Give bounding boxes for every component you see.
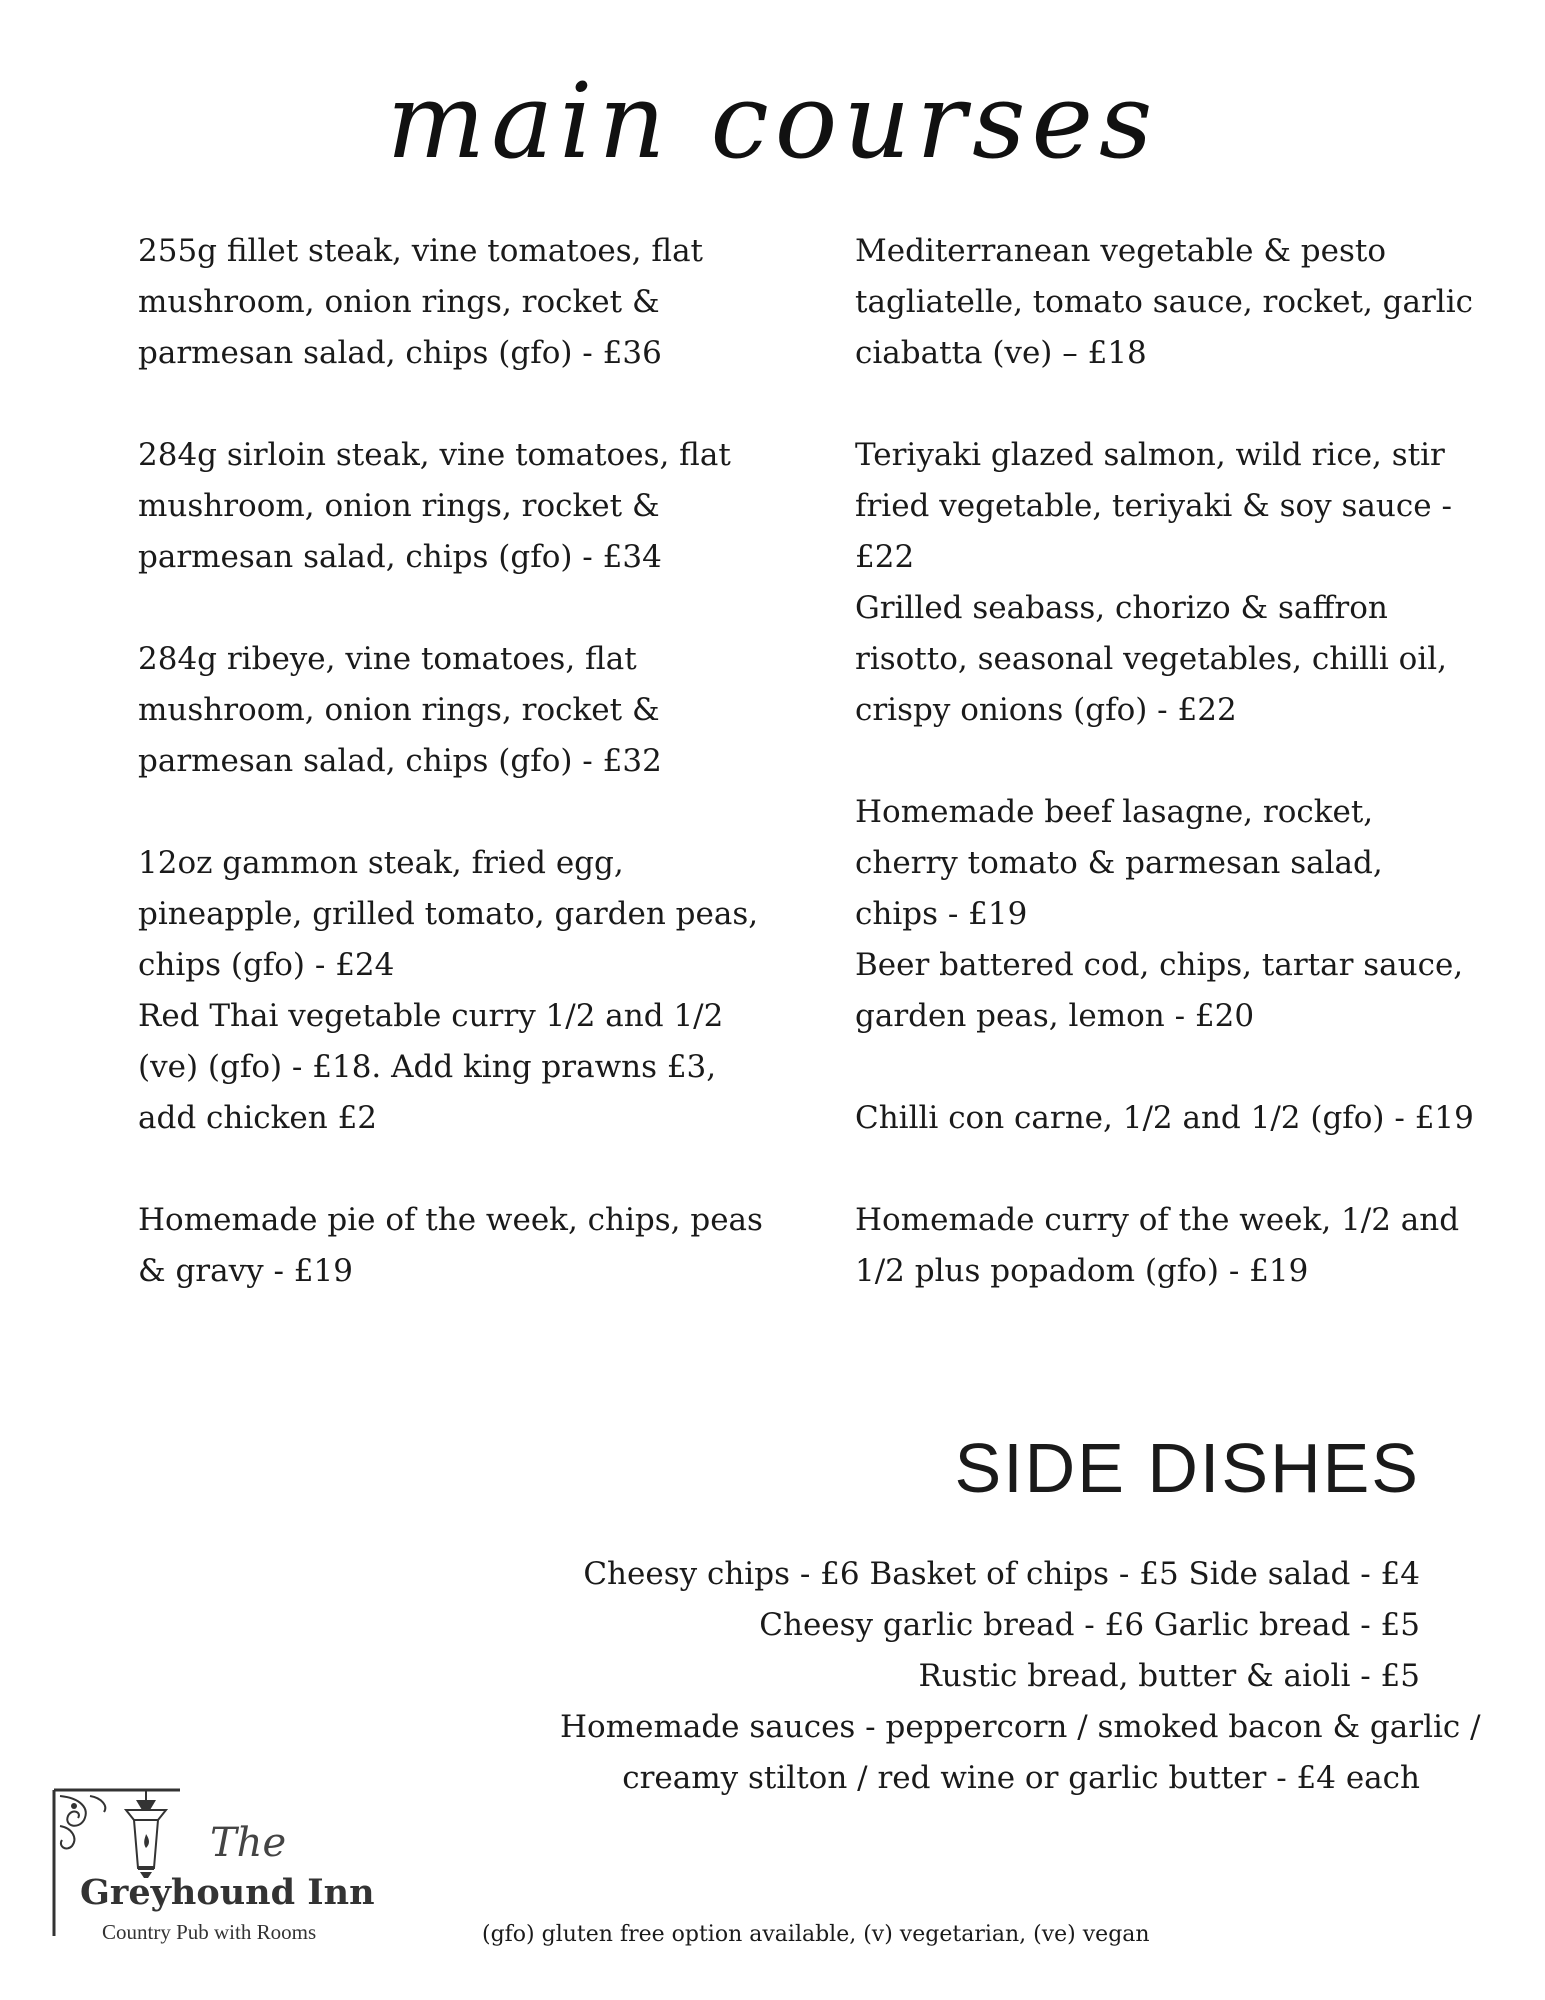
mains-right-column [855,226,1475,1297]
menu-item: 12oz gammon steak, fried egg, pineapple, grilled tomato, garden peas, chips (gfo) - £24 [138,845,759,983]
menu-item: Red Thai vegetable curry 1/2 and 1/2 (ve) (gfo) - £18. Add king prawns £3, add chicken £2 [138,998,724,1136]
menu-item: Homemade beef lasagne, rocket, cherry tomato & parmesan salad, chips - £19 [855,794,1383,932]
logo-subtitle-text: Country Pub with Rooms [102,1920,317,1944]
menu-item: Teriyaki glazed salmon, wild rice, stir fried vegetable, teriyaki & soy sauce - £22 [855,437,1452,575]
side-dish-line: Homemade sauces - peppercorn / smoked bacon & garlic / [560,1709,1481,1745]
side-dish-line: Cheesy chips - £6 Basket of chips - £5 Side salad - £4 [583,1556,1420,1592]
side-dish-line: Rustic bread, butter & aioli - £5 [918,1658,1420,1694]
menu-item: Mediterranean vegetable & pesto tagliatelle, tomato sauce, rocket, garlic ciabatta (ve) – £18 [855,233,1474,371]
menu-item: Chilli con carne, 1/2 and 1/2 (gfo) - £19 [855,1100,1474,1136]
side-dish-line: Cheesy garlic bread - £6 Garlic bread - £5 [759,1607,1420,1643]
side-dish-line: creamy stilton / red wine or garlic butter - £4 each [622,1760,1420,1796]
menu-item: Homemade pie of the week, chips, peas & gravy - £19 [138,1202,763,1289]
dietary-footnote: (gfo) gluten free option available, (v) vegetarian, (ve) vegan [482,1922,1150,1947]
menu-item: 284g ribeye, vine tomatoes, flat mushroom, onion rings, rocket & parmesan salad, chips (gfo) - £32 [138,641,662,779]
mains-left-column [138,226,778,1297]
menu-item: Homemade curry of the week, 1/2 and 1/2 plus popadom (gfo) - £19 [855,1202,1460,1289]
menu-item: 284g sirloin steak, vine tomatoes, flat mushroom, onion rings, rocket & parmesan salad, chips (gfo) - £34 [138,437,731,575]
greyhound-inn-logo [50,1786,390,1946]
logo-the-text: The [210,1820,287,1866]
side-dishes-title: SIDE DISHES [954,1429,1420,1507]
menu-item: Beer battered cod, chips, tartar sauce, garden peas, lemon - £20 [855,947,1464,1034]
side-dishes-list [560,1549,1481,1804]
page-title: main courses [386,60,1159,182]
menu-item: Grilled seabass, chorizo & saffron risotto, seasonal vegetables, chilli oil, crispy onions (gfo) - £22 [855,590,1448,728]
logo-name-text: Greyhound Inn [80,1872,375,1913]
menu-item: 255g fillet steak, vine tomatoes, flat mushroom, onion rings, rocket & parmesan salad, chips (gfo) - £36 [138,233,704,371]
